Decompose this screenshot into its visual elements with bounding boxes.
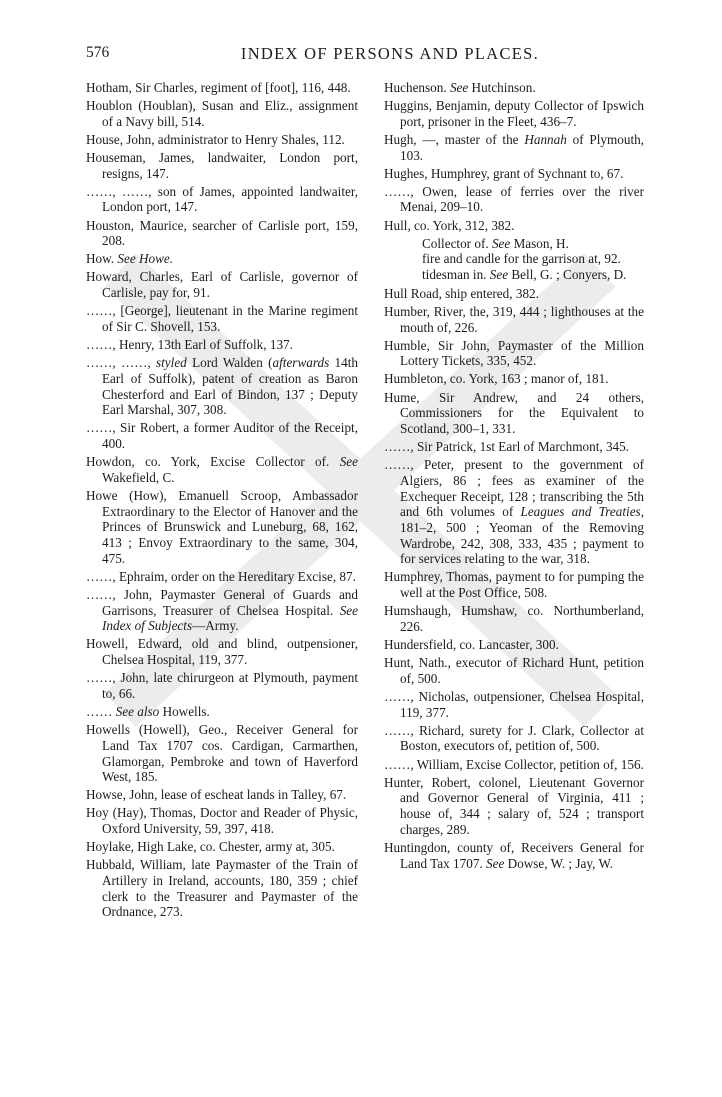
index-entry: Hunt, Nath., executor of Richard Hunt, petition of, 500. — [384, 655, 644, 686]
index-entry: Huchenson. See Hutchinson. — [384, 80, 536, 95]
index-entry: ……, Sir Robert, a former Auditor of the Receipt, 400. — [86, 420, 358, 452]
index-entry: …… See also Howells. — [86, 704, 210, 720]
index-entry: ……, William, Excise Collector, petition of, 156. — [384, 756, 644, 772]
index-entry: Humber, River, the, 319, 444 ; lighthouses at the mouth of, 226. — [384, 303, 644, 335]
index-entry: Hoylake, High Lake, co. Chester, army at, 305. — [86, 839, 335, 855]
index-entry: ……, Owen, lease of ferries over the river Menai, 209–10. — [384, 183, 644, 215]
running-title: INDEX OF PERSONS AND PLACES. — [240, 44, 540, 63]
index-entry: Houblon (Houblan), Susan and Eliz., assignment of a Navy bill, 514. — [86, 98, 358, 129]
index-entry: fire and candle for the garrison at, 92. — [422, 251, 621, 267]
index-entry: Howse, John, lease of escheat lands in Talley, 67. — [86, 787, 347, 803]
index-entry: ……, Peter, present to the government of Algiers, 86 ; fees as examiner of the Exchequer Receipt, 128 ; transcribing the 5th and 6th volumes of Leagues and Treaties, 181–2, 500 ; Yeoman of the Removing Wardrobe, 242, 308, 333, 435 ; payment to for services relating to the war, 318. — [384, 457, 644, 567]
index-entry: Humbleton, co. York, 163 ; manor of, 181. — [384, 371, 609, 387]
index-entry: ……, [George], lieutenant in the Marine regiment of Sir C. Shovell, 153. — [86, 303, 358, 334]
index-entry: Hull Road, ship entered, 382. — [384, 285, 539, 301]
index-entry: ……, Nicholas, outpensioner, Chelsea Hospital, 119, 377. — [384, 688, 644, 720]
index-entry: Huntingdon, county of, Receivers General for Land Tax 1707. See Dowse, W. ; Jay, W. — [384, 839, 644, 871]
index-entry: Humphrey, Thomas, payment to for pumping the well at the Post Office, 508. — [384, 569, 644, 601]
index-entry: ……, Richard, surety for J. Clark, Collector at Boston, executors of, petition of, 500. — [384, 722, 644, 754]
index-entry: Hugh, —, master of the Hannah of Plymouth, 103. — [384, 131, 644, 163]
index-entry: ……, Sir Patrick, 1st Earl of Marchmont, 345. — [384, 439, 630, 455]
index-entry: House, John, administrator to Henry Shales, 112. — [86, 131, 345, 147]
index-entry: Howells (Howell), Geo., Receiver General for Land Tax 1707 cos. Cardigan, Carmarthen, Glamorgan, Pembroke and town of Haverford West, 185. — [86, 722, 358, 785]
index-entry: ……, ……, styled Lord Walden (afterwards 14th Earl of Suffolk), patent of creation as Baron Chesterford and Earl of Bindon, 137 ; Deputy Earl Marshal, 307, 308. — [86, 355, 358, 418]
index-entry: How. See Howe. — [86, 251, 174, 267]
index-entry: ……, ……, son of James, appointed landwaiter, London port, 147. — [86, 183, 358, 215]
right-column — [384, 80, 644, 874]
index-entry: tidesman in. See Bell, G. ; Conyers, D. — [422, 267, 627, 283]
index-entry: Howe (How), Emanuell Scroop, Ambassador Extraordinary to the Elector of Hanover and the Princes of Brunswick and Luneburg, 68, 162, 413 ; Envoy Extraordinary to the same, 304, 475. — [86, 487, 358, 566]
index-entry: Hubbald, William, late Paymaster of the Train of Artillery in Ireland, accounts, 180, 359 ; chief clerk to the Treasurer and Paymaster of the Ordnance, 273. — [86, 857, 358, 920]
index-entry: ……, Henry, 13th Earl of Suffolk, 137. — [86, 337, 293, 353]
left-column — [86, 80, 358, 923]
page-number: 576 — [86, 44, 110, 61]
index-entry: Hoy (Hay), Thomas, Doctor and Reader of Physic, Oxford University, 59, 397, 418. — [86, 805, 358, 837]
index-entry: Hotham, Sir Charles, regiment of [foot], 116, 448. — [86, 80, 351, 95]
index-entry: Humble, Sir John, Paymaster of the Million Lottery Tickets, 335, 452. — [384, 337, 644, 369]
index-entry: ……, John, Paymaster General of Guards and Garrisons, Treasurer of Chelsea Hospital. See Index of Subjects—Army. — [86, 586, 358, 634]
index-entry: Houston, Maurice, searcher of Carlisle port, 159, 208. — [86, 217, 358, 249]
index-entry: ……, Ephraim, order on the Hereditary Excise, 87. — [86, 568, 356, 584]
index-entry: Howell, Edward, old and blind, outpensioner, Chelsea Hospital, 119, 377. — [86, 636, 358, 668]
index-entry: Hunter, Robert, colonel, Lieutenant Governor and Governor General of Virginia, 411 ; house of, 344 ; salary of, 524 ; transport charges, 289. — [384, 774, 644, 837]
index-entry: Hull, co. York, 312, 382. — [384, 217, 515, 233]
index-entry: Hundersfield, co. Lancaster, 300. — [384, 637, 559, 653]
index-entry: Houseman, James, landwaiter, London port, resigns, 147. — [86, 149, 358, 181]
index-entry: Huggins, Benjamin, deputy Collector of Ipswich port, prisoner in the Fleet, 436–7. — [384, 98, 644, 129]
index-entry: Humshaugh, Humshaw, co. Northumberland, 226. — [384, 603, 644, 634]
index-entry: ……, John, late chirurgeon at Plymouth, payment to, 66. — [86, 670, 358, 701]
index-entry: Hume, Sir Andrew, and 24 others, Commissioners for the Equivalent to Scotland, 300–1, 331. — [384, 389, 644, 436]
index-entry: Howdon, co. York, Excise Collector of. See Wakefield, C. — [86, 454, 358, 485]
page-header — [86, 44, 646, 68]
index-entry: Collector of. See Mason, H. — [422, 235, 569, 251]
index-entry: Howard, Charles, Earl of Carlisle, governor of Carlisle, pay for, 91. — [86, 269, 358, 301]
index-entry: Hughes, Humphrey, grant of Sychnant to, 67. — [384, 165, 624, 181]
